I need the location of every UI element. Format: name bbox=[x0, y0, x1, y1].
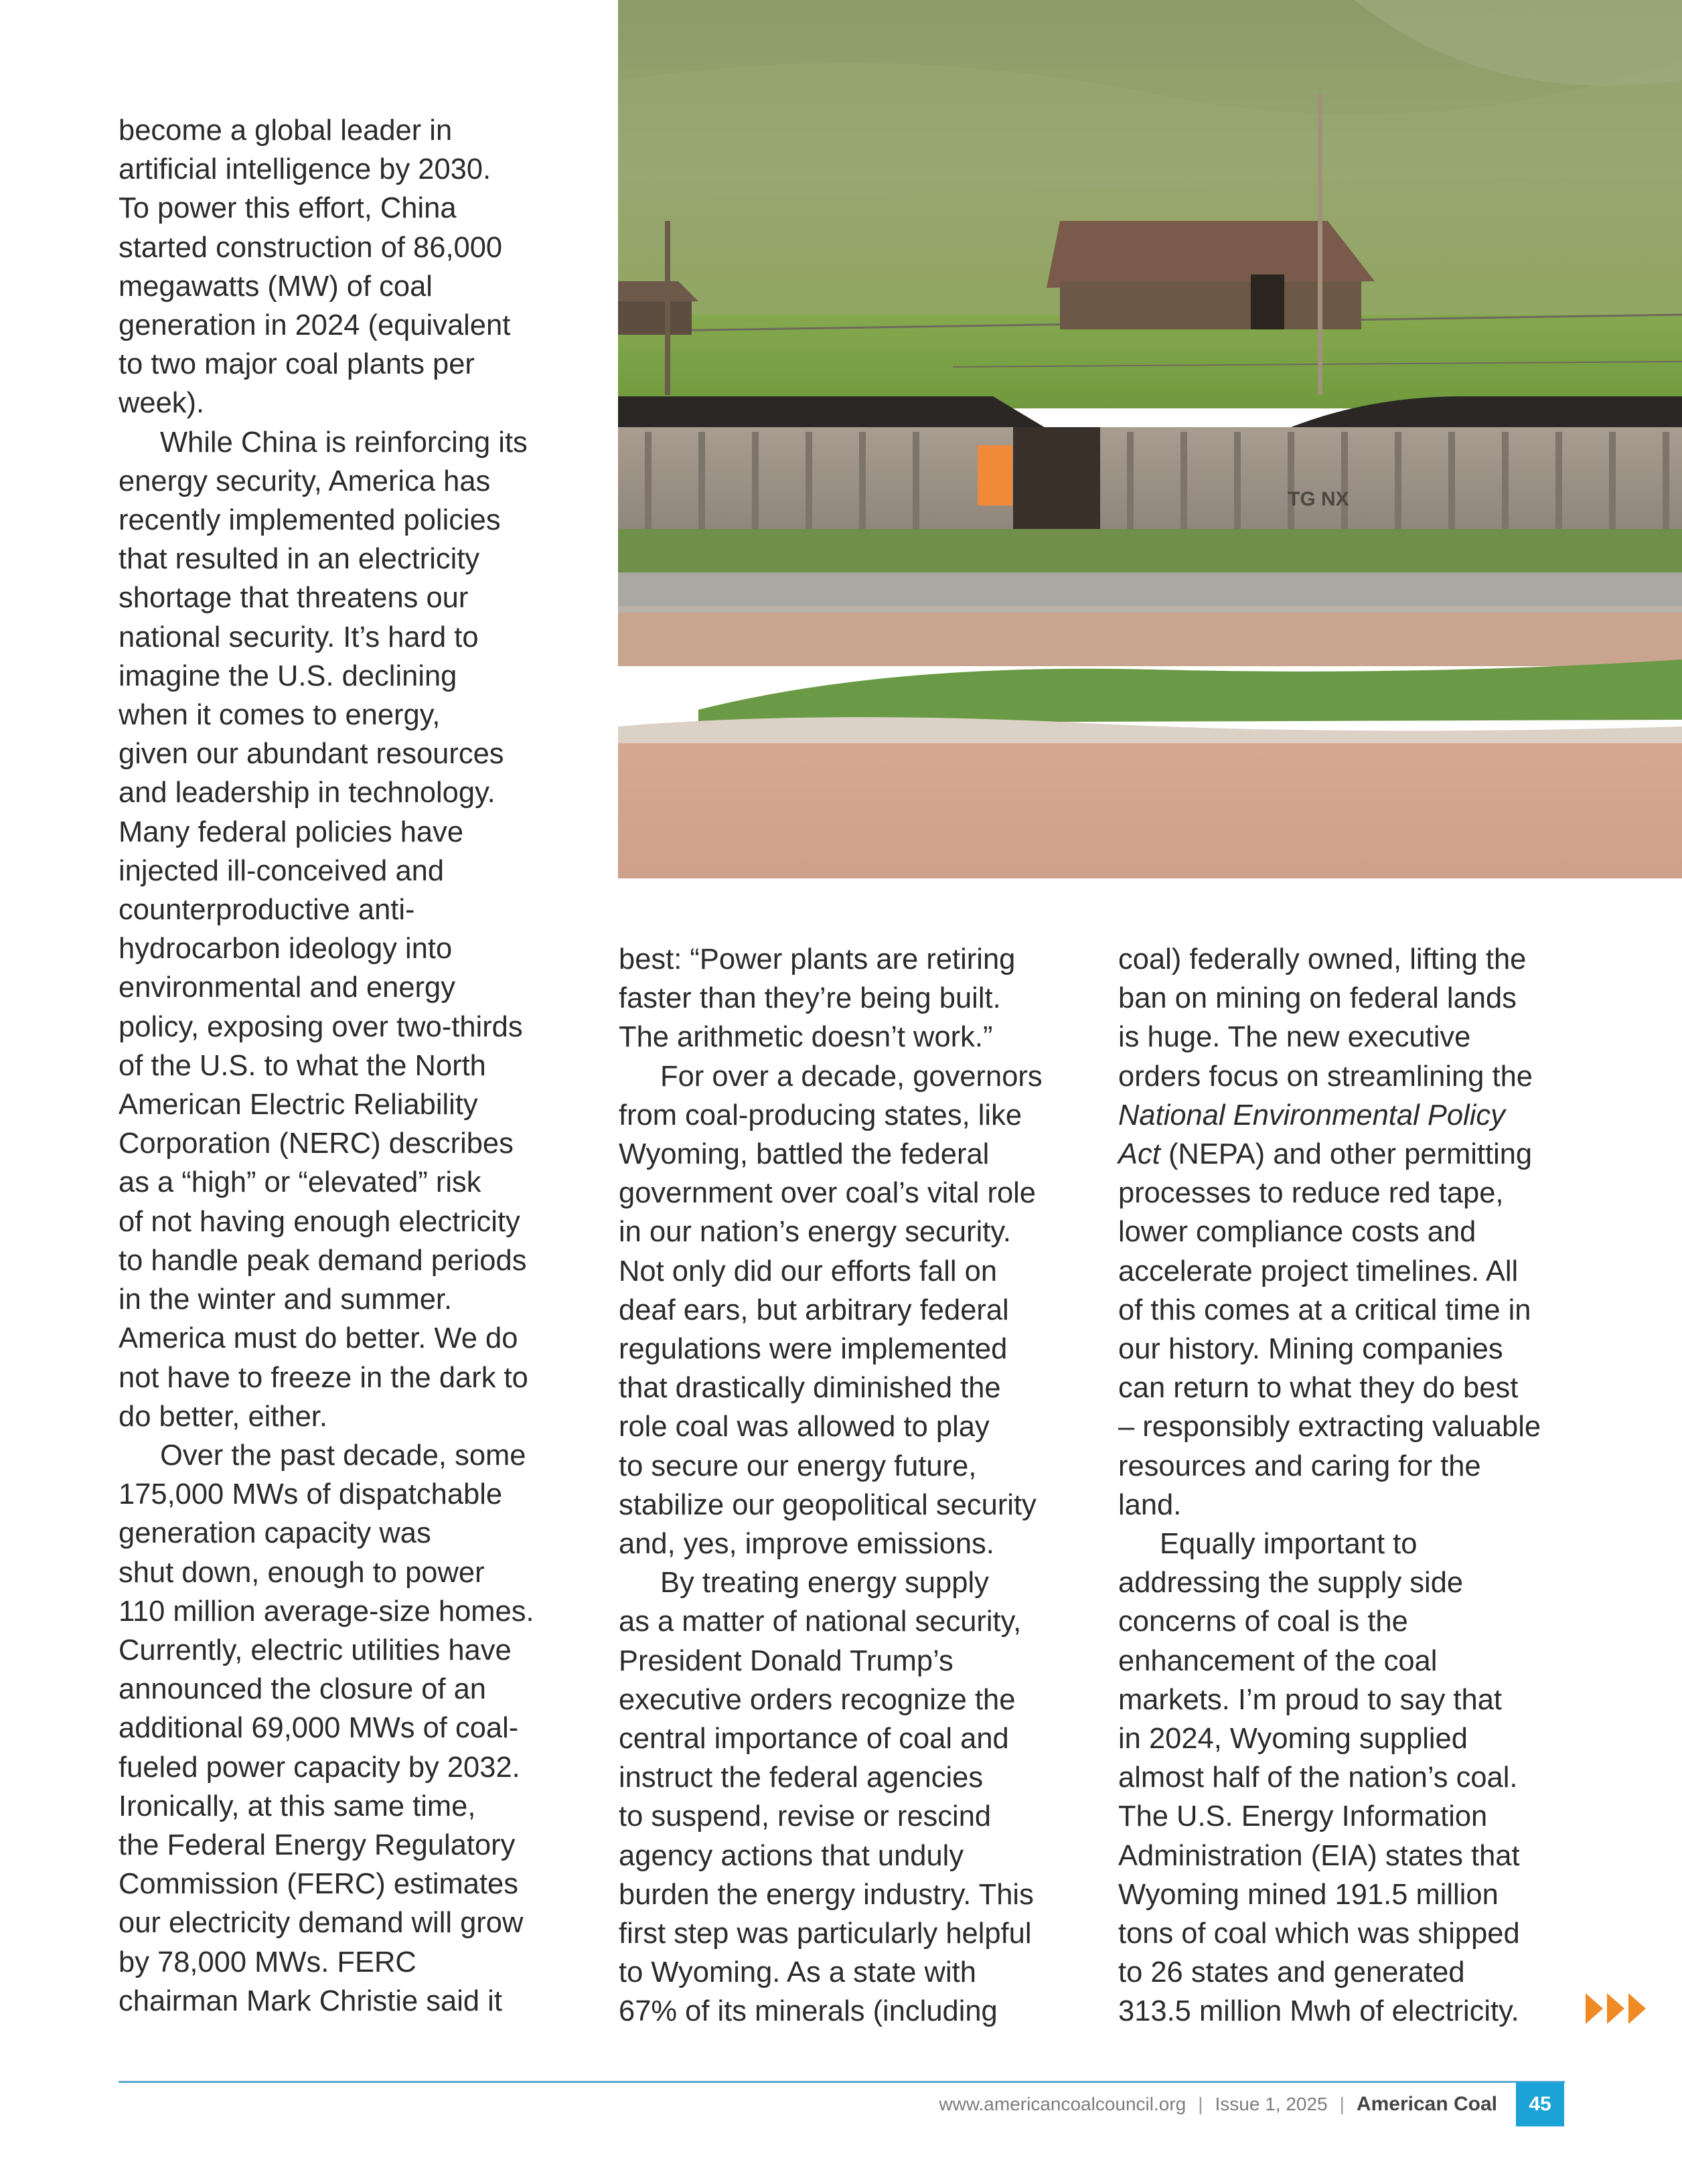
text-line: Over the past decade, some bbox=[160, 1439, 526, 1472]
text-line: Corporation (NERC) describes bbox=[119, 1127, 514, 1160]
text-line: resources and caring for the bbox=[1118, 1450, 1481, 1482]
text-line: 110 million average-size homes. bbox=[119, 1595, 534, 1628]
text-line: week). bbox=[119, 387, 205, 420]
text-line: fueled power capacity by 2032. bbox=[119, 1751, 520, 1784]
footer-separator: | bbox=[1198, 2094, 1203, 2114]
text-line: almost half of the nation’s coal. bbox=[1118, 1762, 1518, 1794]
text-line: that resulted in an electricity bbox=[119, 543, 480, 576]
article-column-1 bbox=[119, 111, 560, 2021]
text-line: Commission (FERC) estimates bbox=[119, 1868, 518, 1901]
publication-name: American Coal bbox=[1356, 2093, 1497, 2115]
text-line: – responsibly extracting valuable bbox=[1118, 1411, 1541, 1444]
text-line: executive orders recognize the bbox=[619, 1683, 1016, 1716]
text-line: Administration (EIA) states that bbox=[1118, 1839, 1520, 1872]
text-line: instruct the federal agencies bbox=[619, 1762, 984, 1794]
text-line: Ironically, at this same time, bbox=[119, 1790, 476, 1822]
text-line: started construction of 86,000 bbox=[119, 231, 503, 264]
text-line: the Federal Energy Regulatory bbox=[119, 1828, 516, 1861]
text-line: stabilize our geopolitical security bbox=[619, 1488, 1037, 1521]
text-line: when it comes to energy, bbox=[119, 699, 441, 732]
text-line: processes to reduce red tape, bbox=[1118, 1177, 1504, 1210]
text-line: as a matter of national security, bbox=[619, 1606, 1022, 1638]
text-line: in the winter and summer. bbox=[119, 1283, 453, 1316]
text-line: and, yes, improve emissions. bbox=[619, 1528, 994, 1561]
text-line: lower compliance costs and bbox=[1118, 1216, 1476, 1249]
text-line: injected ill-conceived and bbox=[119, 854, 445, 887]
text-line: The U.S. Energy Information bbox=[1118, 1800, 1488, 1833]
continue-arrow-icon bbox=[1586, 1991, 1647, 2027]
text-line: to handle peak demand periods bbox=[119, 1244, 527, 1277]
text-line: chairman Mark Christie said it bbox=[119, 1984, 502, 2017]
article-column-3 bbox=[1118, 940, 1574, 2031]
coal-train-photo bbox=[618, 0, 1682, 878]
text-line: coal) federally owned, lifting the bbox=[1118, 943, 1527, 976]
text-line: in our nation’s energy security. bbox=[619, 1216, 1011, 1249]
text-line: as a “high” or “elevated” risk bbox=[119, 1166, 481, 1199]
text-line: The arithmetic doesn’t work.” bbox=[619, 1021, 993, 1054]
text-line: not have to freeze in the dark to bbox=[119, 1361, 528, 1394]
text-line: can return to what they do best bbox=[1118, 1372, 1519, 1405]
text-line: policy, exposing over two-thirds bbox=[119, 1010, 523, 1043]
text-line: artificial intelligence by 2030. bbox=[119, 153, 491, 186]
text-line: is huge. The new executive bbox=[1118, 1021, 1471, 1054]
article-column-2 bbox=[619, 940, 1074, 2031]
text-line: shortage that threatens our bbox=[119, 582, 469, 615]
nepa-title-italic: National Environmental Policy bbox=[1118, 1099, 1505, 1132]
text-line: announced the closure of an bbox=[119, 1673, 486, 1706]
text-line: and leadership in technology. bbox=[119, 777, 495, 809]
text-line: of this comes at a critical time in bbox=[1118, 1294, 1531, 1326]
text-line: To power this effort, China bbox=[119, 192, 457, 225]
page-number: 45 bbox=[1516, 2082, 1564, 2126]
issue-label: Issue 1, 2025 bbox=[1215, 2094, 1328, 2114]
text-line: to two major coal plants per bbox=[119, 348, 475, 381]
text-line: concerns of coal is the bbox=[1118, 1606, 1408, 1638]
text-line: By treating energy supply bbox=[660, 1567, 989, 1600]
text-line: 175,000 MWs of dispatchable bbox=[119, 1478, 503, 1511]
text-line: first step was particularly helpful bbox=[619, 1918, 1032, 1950]
footer bbox=[939, 2082, 1564, 2126]
text-line: land. bbox=[1118, 1488, 1182, 1521]
text-line: enhancement of the coal bbox=[1118, 1644, 1438, 1677]
footer-separator: | bbox=[1339, 2094, 1345, 2114]
text-line: regulations were implemented bbox=[619, 1333, 1008, 1366]
text-line: that drastically diminished the bbox=[619, 1372, 1001, 1405]
text-line: government over coal’s vital role bbox=[619, 1177, 1036, 1210]
text-line: 313.5 million Mwh of electricity. bbox=[1118, 1995, 1519, 2028]
nepa-title-italic: Act bbox=[1118, 1138, 1160, 1171]
text-line: Many federal policies have bbox=[119, 815, 464, 848]
text-line: to 26 states and generated bbox=[1118, 1956, 1465, 1989]
text-line: For over a decade, governors bbox=[660, 1060, 1043, 1093]
text-line: While China is reinforcing its bbox=[160, 426, 528, 459]
text-line: shut down, enough to power bbox=[119, 1556, 485, 1589]
text-line: orders focus on streamlining the bbox=[1118, 1060, 1533, 1093]
website-link[interactable]: www.americancoalcouncil.org bbox=[939, 2094, 1187, 2114]
text-line: counterproductive anti- bbox=[119, 894, 415, 927]
text-line: American Electric Reliability bbox=[119, 1089, 478, 1121]
text-line: Currently, electric utilities have bbox=[119, 1634, 512, 1666]
text-line: role coal was allowed to play bbox=[619, 1411, 990, 1444]
text-line: from coal-producing states, like bbox=[619, 1099, 1022, 1132]
text-line bbox=[1118, 1135, 1574, 1174]
text-line: by 78,000 MWs. FERC bbox=[119, 1946, 416, 1978]
text-line: faster than they’re being built. bbox=[619, 982, 1001, 1015]
text-line: burden the energy industry. This bbox=[619, 1878, 1034, 1911]
text-line: to Wyoming. As a state with bbox=[619, 1956, 976, 1989]
text-line: given our abundant resources bbox=[119, 738, 504, 771]
text-line: national security. It’s hard to bbox=[119, 621, 479, 653]
text-line: addressing the supply side bbox=[1118, 1567, 1464, 1600]
text-line: agency actions that unduly bbox=[619, 1839, 964, 1872]
text-line: do better, either. bbox=[119, 1400, 327, 1433]
text-fragment: (NEPA) and other permitting bbox=[1160, 1138, 1533, 1171]
railcar-marking: TG NX bbox=[1288, 488, 1349, 510]
text-line: megawatts (MW) of coal bbox=[119, 270, 433, 303]
text-line: central importance of coal and bbox=[619, 1723, 1009, 1756]
text-line: America must do better. We do bbox=[119, 1322, 518, 1355]
text-line: our electricity demand will grow bbox=[119, 1907, 524, 1940]
text-line: generation in 2024 (equivalent bbox=[119, 309, 511, 342]
text-line: imagine the U.S. declining bbox=[119, 659, 457, 692]
text-line: best: “Power plants are retiring bbox=[619, 943, 1016, 976]
text-line: 67% of its minerals (including bbox=[619, 1995, 998, 2028]
text-line: deaf ears, but arbitrary federal bbox=[619, 1294, 1009, 1326]
text-line: of the U.S. to what the North bbox=[119, 1049, 486, 1082]
text-line: hydrocarbon ideology into bbox=[119, 933, 453, 965]
text-line: accelerate project timelines. All bbox=[1118, 1255, 1519, 1288]
text-line: President Donald Trump’s bbox=[619, 1644, 953, 1677]
text-line: ban on mining on federal lands bbox=[1118, 982, 1517, 1015]
text-line bbox=[1118, 1096, 1574, 1135]
text-line: become a global leader in bbox=[119, 114, 453, 147]
text-line: energy security, America has bbox=[119, 465, 491, 497]
text-line: generation capacity was bbox=[119, 1517, 431, 1550]
text-line: to suspend, revise or rescind bbox=[619, 1800, 992, 1833]
text-line: to secure our energy future, bbox=[619, 1450, 977, 1482]
text-line: markets. I’m proud to say that bbox=[1118, 1683, 1502, 1716]
text-line: Wyoming mined 191.5 million bbox=[1118, 1878, 1499, 1911]
text-line: additional 69,000 MWs of coal- bbox=[119, 1712, 519, 1745]
text-line: of not having enough electricity bbox=[119, 1205, 520, 1238]
text-line: environmental and energy bbox=[119, 971, 455, 1004]
text-line: Equally important to bbox=[1160, 1528, 1418, 1561]
text-line: Not only did our efforts fall on bbox=[619, 1255, 998, 1288]
text-line: our history. Mining companies bbox=[1118, 1333, 1503, 1366]
text-line: tons of coal which was shipped bbox=[1118, 1918, 1520, 1950]
text-line: recently implemented policies bbox=[119, 504, 501, 537]
text-line: in 2024, Wyoming supplied bbox=[1118, 1723, 1468, 1756]
text-line: Wyoming, battled the federal bbox=[619, 1138, 990, 1171]
